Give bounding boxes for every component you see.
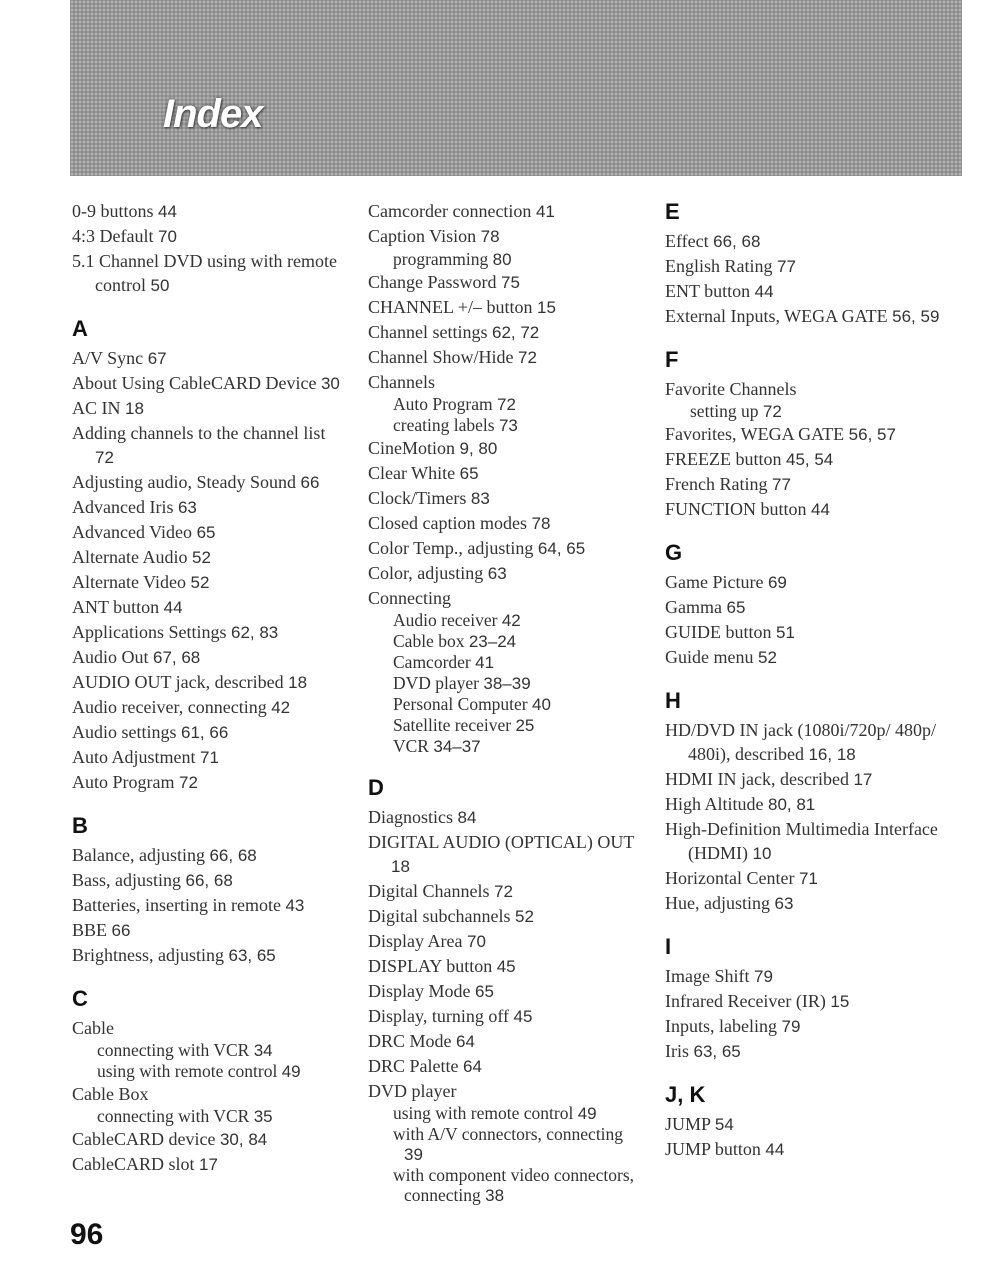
entry-text: BBE [72, 920, 108, 940]
entry-text: French Rating [665, 474, 768, 494]
entry-text: Favorite Channels [665, 379, 797, 399]
entry-pages: 63, 65 [228, 946, 276, 965]
entry-text: Change Password [368, 272, 497, 292]
index-entry [72, 843, 347, 868]
entry-pages: 83 [470, 489, 490, 508]
index-entry [368, 879, 643, 904]
entry-pages: 71 [798, 869, 818, 888]
entry-pages: 64 [456, 1032, 475, 1051]
index-entry [665, 792, 960, 817]
entry-text: Cable Box [72, 1084, 149, 1104]
index-entry [72, 371, 347, 396]
index-entry [665, 891, 960, 916]
entry-pages: 67 [147, 349, 167, 368]
entry-text: ANT button [72, 597, 160, 617]
entry-text: Guide menu [665, 647, 754, 667]
entry-text: Bass, adjusting [72, 870, 182, 890]
section-letter: I [665, 934, 672, 959]
index-subentry [368, 1165, 643, 1206]
entry-text: Display Area [368, 931, 463, 951]
entry-pages: 34–37 [433, 737, 481, 756]
index-entry [665, 422, 960, 447]
index-entry [72, 1152, 347, 1177]
index-subentry [368, 715, 643, 736]
index-subentry [368, 673, 643, 694]
index-entry [72, 224, 347, 249]
section-letter: D [368, 775, 384, 800]
entry-text: DVD player [368, 1081, 457, 1101]
entry-pages: 72 [762, 402, 782, 421]
entry-text: Game Picture [665, 572, 764, 592]
index-entry [368, 461, 643, 486]
entry-pages: 38–39 [483, 674, 531, 693]
entry-pages: 72 [497, 395, 516, 414]
index-entry [72, 199, 347, 224]
index-entry [368, 979, 643, 1004]
entry-text: with A/V connectors, connecting [393, 1124, 624, 1144]
entry-pages: 62, 83 [231, 623, 279, 642]
index-entry [665, 866, 960, 891]
entry-text: Favorites, WEGA GATE [665, 424, 845, 444]
index-entry [72, 545, 347, 570]
entry-text: Camcorder connection [368, 201, 532, 221]
entry-pages: 41 [475, 653, 495, 672]
entry-text: DRC Mode [368, 1031, 452, 1051]
entry-text: CineMotion [368, 438, 456, 458]
entry-text: JUMP button [665, 1139, 761, 1159]
index-entry [665, 817, 960, 866]
index-entry [665, 964, 960, 989]
index-entry [665, 1112, 960, 1137]
index-subentry [368, 610, 643, 631]
entry-text: Gamma [665, 597, 722, 617]
entry-pages: 56, 59 [892, 307, 940, 326]
entry-text: FUNCTION button [665, 499, 807, 519]
index-entry [665, 718, 960, 767]
entry-text: AC IN [72, 398, 121, 418]
index-entry [665, 645, 960, 670]
entry-text: Infrared Receiver (IR) [665, 991, 826, 1011]
index-entry [665, 472, 960, 497]
entry-text: 4:3 Default [72, 226, 154, 246]
entry-pages: 52 [514, 907, 534, 926]
entry-text: English Rating [665, 256, 773, 276]
index-subentry [368, 631, 643, 652]
index-subentry [368, 249, 643, 270]
entry-text: Audio receiver [393, 610, 498, 630]
index-entry [72, 595, 347, 620]
entry-text: Iris [665, 1041, 689, 1061]
entry-text: DVD player [393, 673, 480, 693]
index-entry [72, 770, 347, 795]
index-entry [72, 421, 347, 470]
section-letter: B [72, 813, 88, 838]
index-entry [665, 229, 960, 254]
entry-pages: 79 [781, 1017, 801, 1036]
entry-pages: 51 [776, 623, 795, 642]
entry-pages: 18 [288, 673, 308, 692]
index-entry [368, 224, 643, 249]
entry-pages: 44 [811, 500, 830, 519]
entry-text: Auto Adjustment [72, 747, 196, 767]
index-subentry [72, 1061, 347, 1082]
entry-text: FREEZE button [665, 449, 782, 469]
entry-text: DISPLAY button [368, 956, 493, 976]
entry-text: Caption Vision [368, 226, 477, 246]
index-entry [72, 695, 347, 720]
entry-pages: 66 [300, 473, 320, 492]
entry-text: Clock/Timers [368, 488, 467, 508]
index-entry [665, 254, 960, 279]
index-entry [665, 304, 960, 329]
entry-pages: 75 [501, 273, 520, 292]
entry-pages: 52 [191, 548, 211, 567]
entry-text: Auto Program [393, 394, 493, 414]
entry-text: Image Shift [665, 966, 750, 986]
index-subentry [368, 415, 643, 436]
entry-text: Camcorder [393, 652, 471, 672]
entry-text: About Using CableCARD Device [72, 373, 317, 393]
entry-pages: 72 [95, 448, 114, 467]
index-entry [665, 620, 960, 645]
entry-pages: 34 [253, 1041, 273, 1060]
entry-pages: 44 [158, 202, 177, 221]
entry-pages: 39 [404, 1145, 423, 1164]
index-entry [72, 893, 347, 918]
entry-text: setting up [690, 401, 759, 421]
section-letter: H [665, 688, 681, 713]
entry-text: Channel settings [368, 322, 488, 342]
entry-pages: 61, 66 [181, 723, 229, 742]
entry-pages: 73 [498, 416, 518, 435]
entry-pages: 66, 68 [185, 871, 233, 890]
entry-pages: 15 [536, 298, 556, 317]
entry-text: External Inputs, WEGA GATE [665, 306, 888, 326]
entry-pages: 49 [281, 1062, 301, 1081]
entry-text: Advanced Video [72, 522, 193, 542]
entry-pages: 38 [485, 1186, 505, 1205]
entry-pages: 70 [157, 227, 177, 246]
entry-pages: 54 [714, 1115, 734, 1134]
entry-pages: 69 [767, 573, 787, 592]
entry-pages: 64, 65 [537, 539, 586, 558]
entry-pages: 63 [487, 564, 507, 583]
entry-pages: 40 [532, 695, 551, 714]
entry-text: using with remote control [97, 1061, 278, 1081]
entry-pages: 42 [271, 698, 291, 717]
entry-text: Color, adjusting [368, 563, 484, 583]
entry-text: VCR [393, 736, 429, 756]
index-entry [665, 595, 960, 620]
entry-pages: 84 [457, 808, 477, 827]
index-entry [368, 536, 643, 561]
index-banner [70, 0, 962, 176]
index-subentry [368, 1124, 643, 1165]
index-entry [368, 561, 643, 586]
entry-pages: 15 [830, 992, 850, 1011]
index-entry [72, 495, 347, 520]
entry-pages: 67, 68 [153, 648, 201, 667]
index-entry [72, 720, 347, 745]
index-entry [368, 1029, 643, 1054]
entry-pages: 49 [577, 1104, 597, 1123]
entry-text: Connecting [368, 588, 451, 608]
index-column-2 [368, 199, 643, 1206]
index-entry [72, 1016, 347, 1040]
entry-pages: 44 [765, 1140, 785, 1159]
entry-text: Advanced Iris [72, 497, 174, 517]
entry-text: Hue, adjusting [665, 893, 770, 913]
index-entry [665, 1014, 960, 1039]
entry-pages: 44 [163, 598, 183, 617]
entry-text: Cable [72, 1018, 114, 1038]
entry-text: connecting with VCR [97, 1040, 250, 1060]
index-entry [665, 570, 960, 595]
index-subentry [368, 394, 643, 415]
entry-text: Effect [665, 231, 709, 251]
entry-pages: 45 [513, 1007, 533, 1026]
entry-text: JUMP [665, 1114, 711, 1134]
entry-text: A/V Sync [72, 348, 144, 368]
index-entry [665, 497, 960, 522]
index-entry [72, 918, 347, 943]
entry-text: Batteries, inserting in remote [72, 895, 281, 915]
entry-text: 5.1 Channel DVD using with remote control [72, 251, 337, 295]
entry-pages: 80, 81 [768, 795, 816, 814]
entry-pages: 52 [190, 573, 210, 592]
index-entry [368, 511, 643, 536]
entry-text: Channel Show/Hide [368, 347, 514, 367]
entry-text: Audio settings [72, 722, 177, 742]
entry-pages: 65 [726, 598, 746, 617]
entry-pages: 52 [757, 648, 777, 667]
entry-pages: 63 [177, 498, 197, 517]
entry-text: Clear White [368, 463, 456, 483]
index-entry [72, 645, 347, 670]
index-entry [368, 830, 643, 879]
entry-text: creating labels [393, 415, 495, 435]
entry-pages: 23–24 [468, 632, 517, 651]
index-entry [72, 249, 347, 298]
entry-pages: 65 [475, 982, 494, 1001]
index-entry [72, 570, 347, 595]
entry-pages: 64 [463, 1057, 482, 1076]
entry-pages: 25 [515, 716, 535, 735]
index-entry [665, 377, 960, 401]
entry-pages: 65 [459, 464, 479, 483]
entry-text: using with remote control [393, 1103, 574, 1123]
entry-text: HD/DVD IN jack (1080i/720p/ 480p/ 480i), described [665, 720, 936, 764]
index-subentry [368, 652, 643, 673]
index-entry [72, 670, 347, 695]
entry-text: CableCARD slot [72, 1154, 195, 1174]
section-letter: A [72, 316, 88, 341]
index-entry [72, 943, 347, 968]
entry-text: with component video connectors, connecting [393, 1165, 635, 1205]
entry-pages: 72 [179, 773, 198, 792]
index-subentry [368, 736, 643, 757]
index-entry [368, 1079, 643, 1103]
entry-pages: 80 [492, 250, 512, 269]
index-entry [368, 929, 643, 954]
entry-text: CHANNEL +/– button [368, 297, 533, 317]
entry-text: Adjusting audio, Steady Sound [72, 472, 296, 492]
index-subentry [72, 1106, 347, 1127]
entry-text: Cable box [393, 631, 465, 651]
index-entry [368, 270, 643, 295]
entry-text: Inputs, labeling [665, 1016, 777, 1036]
index-entry [665, 1039, 960, 1064]
index-entry [368, 954, 643, 979]
index-entry [368, 904, 643, 929]
index-entry [368, 1004, 643, 1029]
entry-text: Closed caption modes [368, 513, 527, 533]
entry-pages: 72 [493, 882, 513, 901]
entry-text: DRC Palette [368, 1056, 459, 1076]
entry-pages: 45, 54 [786, 450, 834, 469]
entry-text: Audio receiver, connecting [72, 697, 267, 717]
entry-pages: 62, 72 [492, 323, 540, 342]
entry-text: Auto Program [72, 772, 175, 792]
entry-text: GUIDE button [665, 622, 772, 642]
entry-pages: 79 [753, 967, 773, 986]
index-entry [72, 868, 347, 893]
section-letter: J, K [665, 1082, 706, 1107]
entry-text: High-Definition Multimedia Interface (HDMI) [665, 819, 938, 863]
entry-pages: 41 [535, 202, 555, 221]
index-column-1 [72, 199, 347, 1177]
entry-pages: 42 [501, 611, 521, 630]
entry-text: connecting with VCR [97, 1106, 250, 1126]
entry-pages: 78 [480, 227, 500, 246]
entry-text: Channels [368, 372, 435, 392]
index-entry [665, 1137, 960, 1162]
index-subentry [665, 401, 960, 422]
entry-pages: 17 [199, 1155, 218, 1174]
entry-text: programming [393, 249, 489, 269]
entry-text: Digital Channels [368, 881, 490, 901]
entry-pages: 56, 57 [848, 425, 896, 444]
entry-pages: 44 [754, 282, 774, 301]
section-letter: F [665, 347, 679, 372]
entry-pages: 45 [496, 957, 516, 976]
index-entry [368, 586, 643, 610]
section-letter: E [665, 199, 680, 224]
index-entry [368, 345, 643, 370]
index-subentry [72, 1040, 347, 1061]
entry-pages: 18 [391, 857, 410, 876]
entry-text: Digital subchannels [368, 906, 511, 926]
index-entry [72, 745, 347, 770]
entry-pages: 43 [285, 896, 305, 915]
index-entry [368, 320, 643, 345]
index-entry [72, 520, 347, 545]
entry-text: 0-9 buttons [72, 201, 154, 221]
entry-pages: 70 [466, 932, 486, 951]
entry-pages: 18 [125, 399, 144, 418]
entry-text: Display, turning off [368, 1006, 509, 1026]
index-column-3 [665, 199, 960, 1162]
section-letter: G [665, 540, 683, 565]
entry-pages: 77 [777, 257, 796, 276]
index-entry [72, 1127, 347, 1152]
index-entry [72, 620, 347, 645]
entry-pages: 66, 68 [713, 232, 761, 251]
entry-text: Alternate Audio [72, 547, 188, 567]
entry-pages: 30 [320, 374, 340, 393]
entry-pages: 63, 65 [693, 1042, 741, 1061]
entry-pages: 63 [774, 894, 794, 913]
entry-pages: 10 [752, 844, 772, 863]
index-entry [72, 346, 347, 371]
index-entry [368, 199, 643, 224]
entry-text: Balance, adjusting [72, 845, 205, 865]
entry-text: Satellite receiver [393, 715, 512, 735]
index-entry [72, 470, 347, 495]
entry-pages: 50 [150, 276, 170, 295]
entry-pages: 66 [111, 921, 131, 940]
entry-text: Personal Computer [393, 694, 528, 714]
index-entry [72, 396, 347, 421]
entry-text: ENT button [665, 281, 751, 301]
entry-text: Alternate Video [72, 572, 187, 592]
section-letter: C [72, 986, 88, 1011]
entry-text: Adding channels to the channel list [72, 423, 326, 443]
index-entry [665, 989, 960, 1014]
entry-pages: 17 [853, 770, 873, 789]
index-entry [368, 436, 643, 461]
entry-text: Color Temp., adjusting [368, 538, 534, 558]
entry-text: HDMI IN jack, described [665, 769, 849, 789]
entry-text: DIGITAL AUDIO (OPTICAL) OUT [368, 832, 635, 852]
entry-text: Audio Out [72, 647, 149, 667]
entry-text: Brightness, adjusting [72, 945, 224, 965]
entry-pages: 66, 68 [209, 846, 257, 865]
entry-text: CableCARD device [72, 1129, 216, 1149]
entry-pages: 35 [253, 1107, 273, 1126]
entry-text: High Altitude [665, 794, 764, 814]
index-entry [368, 1054, 643, 1079]
page-number: 96 [70, 1218, 104, 1251]
index-subentry [368, 694, 643, 715]
entry-pages: 9, 80 [459, 439, 498, 458]
index-entry [665, 279, 960, 304]
index-entry [368, 805, 643, 830]
index-entry [665, 767, 960, 792]
index-entry [368, 295, 643, 320]
entry-pages: 72 [518, 348, 537, 367]
index-entry [72, 1082, 347, 1106]
entry-pages: 30, 84 [219, 1130, 268, 1149]
entry-pages: 16, 18 [808, 745, 856, 764]
index-entry [368, 486, 643, 511]
entry-pages: 78 [531, 514, 551, 533]
entry-pages: 77 [771, 475, 791, 494]
entry-pages: 65 [196, 523, 216, 542]
page-title: Index [163, 92, 263, 136]
entry-text: Applications Settings [72, 622, 227, 642]
entry-text: Display Mode [368, 981, 471, 1001]
entry-text: Diagnostics [368, 807, 453, 827]
index-entry [368, 370, 643, 394]
entry-text: AUDIO OUT jack, described [72, 672, 284, 692]
index-entry [665, 447, 960, 472]
entry-pages: 71 [200, 748, 219, 767]
entry-text: Horizontal Center [665, 868, 795, 888]
index-subentry [368, 1103, 643, 1124]
